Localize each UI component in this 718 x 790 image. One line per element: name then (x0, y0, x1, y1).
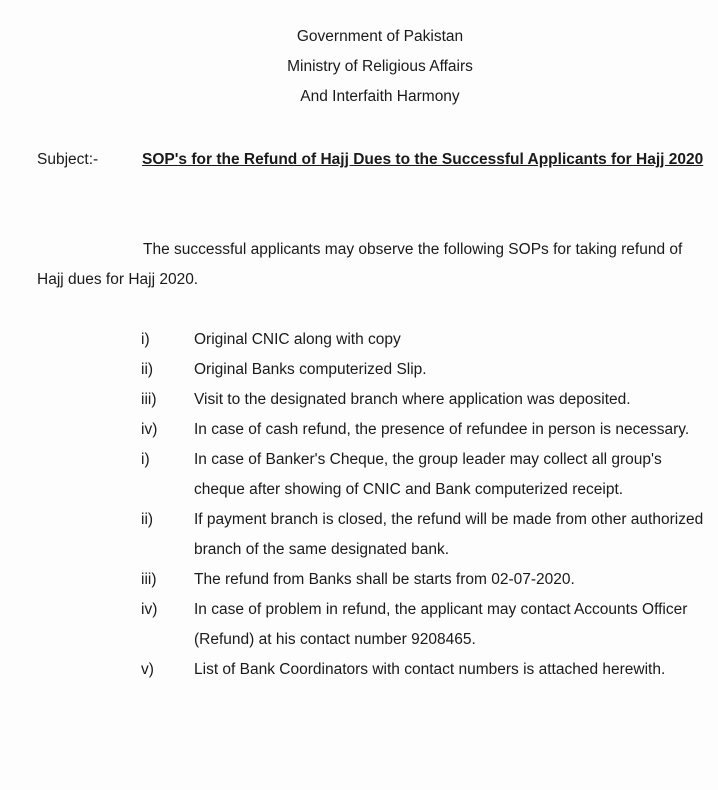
list-item-number: iv) (141, 601, 158, 618)
header-division: And Interfaith Harmony (300, 88, 460, 105)
list-item (0, 595, 718, 655)
list-item (0, 385, 718, 415)
list-item (0, 445, 718, 505)
list-item-number: i) (141, 451, 150, 468)
list-item-number: ii) (141, 511, 154, 528)
list-item-number: i) (141, 331, 150, 348)
list-item-number: v) (141, 661, 154, 678)
list-item-number: iii) (141, 391, 157, 408)
list-item (0, 355, 718, 385)
list-item-text: List of Bank Coordinators with contact numbers is attached herewith. (194, 661, 666, 678)
list-item (0, 415, 718, 445)
header-government: Government of Pakistan (296, 28, 464, 45)
subject-title: SOP's for the Refund of Hajj Dues to the Successful Applicants for Hajj 2020 (142, 151, 704, 168)
list-item (0, 565, 718, 595)
list-item (0, 655, 718, 685)
list-item-text: If payment branch is closed, the refund will be made from other authorized branch of the same designated bank. (194, 511, 704, 558)
list-item-text: In case of Banker's Cheque, the group leader may collect all group's cheque after showing of CNIC and Bank computerized receipt. (194, 451, 662, 498)
list-item-text: Visit to the designated branch where application was deposited. (194, 391, 631, 408)
sop-list (0, 325, 718, 685)
list-item-number: iv) (141, 421, 158, 438)
subject-label: Subject:- (37, 151, 99, 168)
list-item-text: Original CNIC along with copy (194, 331, 401, 348)
list-item (0, 505, 718, 565)
list-item-text: In case of problem in refund, the applicant may contact Accounts Officer (Refund) at his contact number 9208465. (194, 601, 688, 648)
list-item (0, 325, 718, 355)
header-ministry: Ministry of Religious Affairs (287, 58, 473, 75)
letterhead (0, 22, 718, 112)
list-item-text: In case of cash refund, the presence of refundee in person is necessary. (194, 421, 690, 438)
intro-paragraph: The successful applicants may observe the following SOPs for taking refund of Hajj dues for Hajj 2020. (37, 241, 683, 288)
list-item-number: ii) (141, 361, 154, 378)
list-item-text: Original Banks computerized Slip. (194, 361, 427, 378)
list-item-text: The refund from Banks shall be starts from 02-07-2020. (194, 571, 575, 588)
list-item-number: iii) (141, 571, 157, 588)
